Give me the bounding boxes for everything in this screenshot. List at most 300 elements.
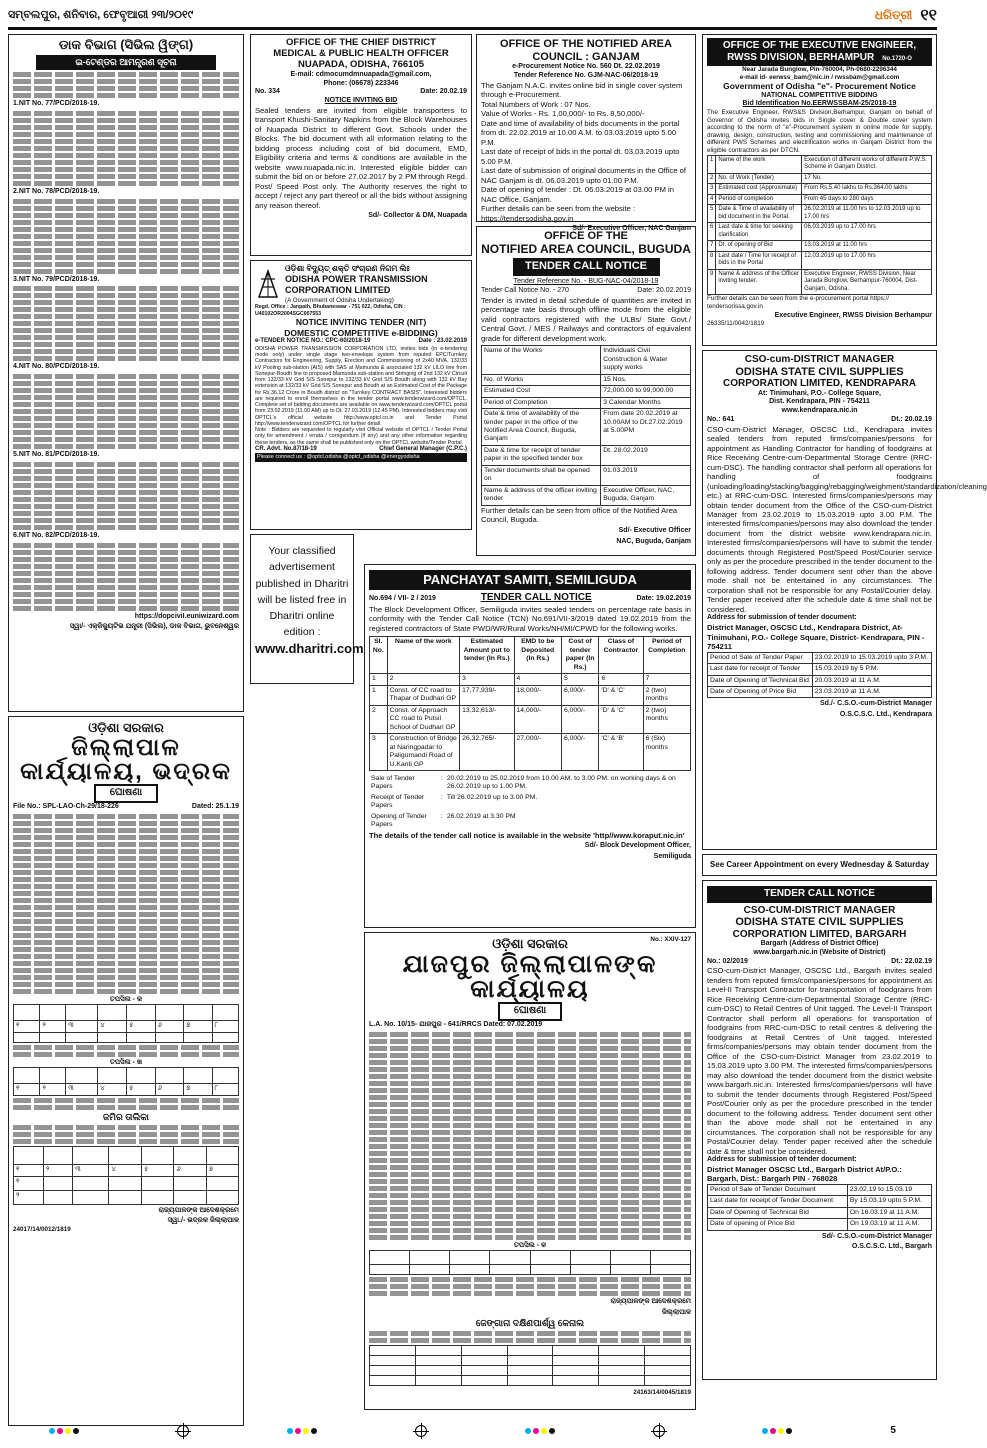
table-cell: 15 Nos. [601,374,691,385]
panchayat-no: No.694 / VII- 2 / 2019 [369,595,436,603]
table-cell: Dt. 28.02.2019 [601,445,691,465]
nuapada-no: No. 334 [255,88,280,96]
optcl-odia-name: ଓଡ଼ିଶା ବିଦ୍ୟୁତ୍ ଶକ୍ତି ସଂଚାରଣ ନିଗମ ଲିଃ [285,264,410,273]
table-cell: 5 [708,205,716,223]
postal-item-5: 5.NIT No. 81/PCD/2018-19. [13,451,239,530]
table-cell: : [440,793,443,801]
color-registration-mark [525,1428,555,1434]
table-cell: 2 (two) months [643,705,690,733]
table-header-cell: Estimated Amount put to tender (In Rs.) [460,637,514,674]
postal-item-2: 2.NIT No. 78/PCD/2018-19. [13,188,239,274]
berhampur-rwss-notice [702,34,937,346]
kendrapara-row [708,686,932,697]
table-cell: Construction of Bridge at Naringpadar to Paligumandi Road of U.Kanti GP [387,734,460,771]
table-cell: Const. of Approach CC road to Putsil School of Dudhari GP [387,705,460,733]
column-3 [476,34,696,560]
buguda-banner: TENDER CALL NOTICE [513,258,660,276]
kendrapara-no: No.: 641 [707,415,735,423]
kendrapara-no-row [707,416,932,425]
table-cell: 5 [561,674,598,685]
kendrapara-addr1: At: Tinimuhani, P.O.- College Square, [757,389,882,397]
berhampur-body: The Executive Engineer, RWS&S Division,Berhampur, Ganjam on behalf of Governor of Odisha invites bids in Single cover & Double cover system according to the norm of "e"-Procurement system in online mode for supply, drawing, design, construction, testing and commissioning and maintenance of different PWS Schemes and electrification works in Ganjam District from the eligible contractors as per DTCN. [707,109,932,154]
buguda-nac-notice [476,226,696,556]
table-cell: 12.03.2019 up to 17.00 hrs [802,251,932,269]
bargarh-l1: CSO-CUM-DISTRICT MANAGER [743,904,896,916]
bargarh-addr: Bargarh (Address of District Office) [760,940,879,948]
table-cell: 8 [708,251,716,269]
bargarh-l3: CORPORATION LIMITED, BARGARH [732,928,907,940]
table-cell: Date & Time of availability of bid document in the Portal. [716,205,802,223]
bargarh-l2: ODISHA STATE CIVIL SUPPLIES [735,916,904,928]
berhampur-govt: Government of Odisha "e"- Procurement Notice [723,81,916,92]
bargarh-sign1: Sd/- C.S.O.-cum-District Manager [821,1232,932,1240]
panchayat-signature1: Sd/- Block Development Officer, [584,842,691,850]
berhampur-row [708,194,932,205]
bhadrak-sign-name: ସ୍ୱା./- ଭଦ୍ରକ ଜିଲ୍ଲାପାଳ [167,1217,239,1225]
jajpur-no: No.: XXIV-127 [650,936,691,943]
color-registration-mark [49,1428,79,1434]
bhadrak-table-b-title: ତପସିଲ - ଖ [109,1058,143,1066]
nuapada-date: Date: 20.02.19 [420,88,467,96]
bargarh-address-head: Address for submission of tender document: [707,1156,857,1164]
table-cell: Last date / Time for receipt of bids in the Portal [716,251,802,269]
bhadrak-dated: Dated: 25.1.19 [191,802,239,810]
berhampur-row [708,205,932,223]
bargarh-no-row [707,958,932,967]
kendrapara-address-head: Address for submission of tender document: [707,614,857,622]
table-cell: 2 [370,705,388,733]
ganjam-body2: Date and time of availability of bids documents in the portal from dt. 22.02.2019 at 10.00 A.M. to 03.03.2019 upto 5.00 P.M. [481,118,680,147]
table-cell: Sale of Tender Papers [371,774,415,791]
nuapada-body: Sealed tenders are invited from eligible transporters to transport Khushi-Sanitary Napkins from the Block Warehouses of Nuapada District to different Govt. Schools under the Blocks. The bid document with all information relating to the bidding process including cost of bid document, EMD, Eligibility criteria and terms & conditions are available in the website www.nuapada.nic.in. Interested eligible bidder can submit the bid on or before 27.02.2017 by 2 PM through Regd. Post/ Speed Post only. The Authority reserves the right to accept / reject any part thereof or all the bids without assigning any reason thereof. [255,105,467,210]
panchayat-info-row [369,793,691,812]
buguda-row [482,386,691,397]
table-cell: 3 Calendar Months [601,397,691,408]
table-cell: By 15.03.19 upto 5 P.M. [847,1196,931,1207]
table-cell: Name & address of the Officer inviting tender. [716,269,802,295]
buguda-table [481,345,691,506]
bargarh-sign2: O.S.C.S.C. Ltd., Bargarh [851,1243,932,1251]
table-cell: Individuals Civil Construction & Water supply works [601,346,691,374]
nuapada-line2: MEDICAL & PUBLIC HEALTH OFFICER [273,47,449,59]
table-cell: 23.02.2019 to 15.03.2019 upto 3 P.M. [812,652,931,663]
table-cell: 17 No. [802,173,932,184]
buguda-row [482,485,691,505]
page-number: ୧୧ [920,6,937,24]
optcl-heading2: DOMESTIC COMPETITIVE e-BIDDING) [284,327,438,338]
bargarh-banner: TENDER CALL NOTICE [707,886,932,903]
panchayat-body: The Block Development Officer, Semiliguda invites sealed tenders on percentage rate basis in conformity with the Tender Call Notice (TCN) No.691/VII-3/2019 dated 19.02.2019 from the registered contractors of State PWD/WR/Rural Works/NH/MI/CPWD for the following works. [369,604,691,633]
buguda-row [482,465,691,485]
jajpur-canal-table [369,1345,691,1386]
jajpur-body-text [369,1032,691,1240]
table-cell: Date & time for receipt of tender paper in the specified tender box [482,445,601,465]
kendrapara-row [708,652,932,663]
ganjam-nac-notice [476,34,696,233]
table-cell: 23.02.19 to 15.03.19 [847,1184,931,1195]
bhadrak-ref: 24017/14/0012/1819 [13,1226,71,1234]
table-cell: 6,000/- [561,734,598,771]
table-cell: 13,32,613/- [460,705,514,733]
table-cell: 26.02.2019 at 3.30 PM [446,812,516,820]
ganjam-l2: COUNCIL : GANJAM [532,50,640,63]
panchayat-semiliguda-notice [364,564,696,928]
bhadrak-list-title: ଜମିର ତାଲିକା [103,1111,149,1122]
berhampur-competitive: NATIONAL COMPETITIVE BIDDING [761,91,878,99]
berhampur-header [707,38,932,66]
table-cell: 7 [643,674,690,685]
table-cell: Date of Opening of Technical Bid [708,1207,848,1218]
optcl-heading1: NOTICE INVITING TENDER (NIT) [295,317,427,328]
table-cell: 4 [708,194,716,205]
table-cell: 1 [370,674,388,685]
buguda-l2: NOTIFIED AREA COUNCIL, BUGUDA [481,241,691,256]
table-cell: 26.02.2019 at 11.00 hrs to 12.03.2019 up to 17.00 hrs [802,205,932,223]
berhampur-address: Near Jarada Bunglow, Pin-760004, Ph-0680-2296344 [742,66,897,73]
table-cell: Estimated cost (Approximate) [716,184,802,195]
crosshair-mark-icon [415,1425,427,1437]
berhampur-bid-id: Bid Identification No.EERWSSBAM-25/2018-19 [742,100,897,108]
dateline: ସମ୍ବଲପୁର, ଶନିବାର, ଫେବୃଆରୀ ୨୩/୨୦୧୯ [8,8,194,21]
bhadrak-file-row [13,803,239,812]
column-5 [702,34,987,1384]
table-cell: 23.03.2019 at 11 A.M. [812,686,931,697]
nuapada-notice [250,34,472,256]
column-1 [8,34,244,1430]
bargarh-body: CSO-cum-District Manager, OSCSC Ltd., Bargarh invites sealed tenders from reputed firms/companies/persons for appointment as Level-II Transport Contractor for transportation of foodgrains from Rice Receiving Centre-cum-Departmental Storage Centre (RRC-cum-DSC) to Retail Centres of Unit tagged. The Level-II Transport Contractor shall perform all operations for transportation of foodgrains from RRC-cum-DSC to retail centres & delivering the foodgrains at Retail Centres of Unit tagged. Interested firms/companies/persons may obtain tender document from the Office of the CSO-cum-District Manager from 23.02.2019 to 15.03.2019 upto 3.00 PM. The interested firms/companies/persons may also download the tender document from the district website www.bargarh.nic.in. Interested firms/companies/persons will have to submit the tender documents through Registered Post/Speed Post/Courier only as per the procedure prescribed in the tender document to the following address. Tender document sent other than the above mode shall not be entertained in any circumstances. The corporation shall not be responsible for any Postal/Courier delay. Tender paper received after the schedule date & time shall not be considered. [707,966,932,1156]
postal-item-6: 6.NIT No. 82/PCD/2018-19. [13,532,239,611]
berhampur-footer: Further details can be seen from the e-procurement portal https:// tendersorissa.gov.in [707,295,890,310]
jajpur-notice-label: ଘୋଷଣା [498,1002,562,1021]
berhampur-row [708,155,932,173]
postal-tender-notice [8,34,244,712]
buguda-row [482,374,691,385]
panchayat-title: PANCHAYAT SAMITI, SEMILIGUDA [369,570,691,590]
table-cell: Executive Engineer, RWSS Division, Near Jarada Bunglow, Berhampur-760004, Dist-Ganjam, Odisha. [802,269,932,295]
bargarh-web[interactable]: www.bargarh.nic.in (Website of District) [753,948,886,956]
optcl-body: ODISHA POWER TRANSMISSION CORPORATION LTD, invites bids (in e-tendering mode only) under single stage two-envelope system from reputed EPC/Turnkey Contractors for Engineering, Supply, Erection and Commissioning of 2x40 MVA, 132/33 kV Pooling sub-station (AIS) with SAS at Mamunda & associated 132 kV LILO line from Sonepur-Boudh line to proposed Mamunda sub-station and Stringing of 2nd 132 kV Circuit from 132/33 kV Grid S/S Sonepur to 132/33 kV Grid S/S Boudh along with 132 kV Bay extension at 132/33 kV Grid S/S Sonepur and Boudh at an Estimated Cost of the Package for Rs.36.12 Crore in Boudh district on "Turnkey CONTRACT BASIS". Interested bidders are required to enroll themselves in the tender portal www.tenderwizard.com/OPTCL. Complete set of bidding documents are available on www.tenderwizard.com/OPTCL portal from 23.02.2019 (11.00 AM) up to Dt. 27.03.2019 (12.45 PM). Interested bidders may visit OPTCL's official website http://www.optcl.co.in and Tender Portal http://www.tenderwizard.com/OPTCL for further detail. [255,345,468,427]
kendrapara-table [707,652,932,699]
table-cell: 6 [599,674,643,685]
panchayat-signature2: Semiliguda [653,853,691,861]
page-header [8,4,937,30]
table-cell: 13.03.2019 at 11.00 hrs [802,241,932,252]
table-cell: 27,000/- [514,734,561,771]
kendrapara-row [708,664,932,675]
kendrapara-l1: CSO-cum-DISTRICT MANAGER [744,354,895,365]
buguda-no: Tender Call Notice No. - 270 [481,286,569,294]
table-header-cell: Sl. No. [370,637,388,674]
panchayat-row [370,734,691,771]
postal-title: ଡାକ ବିଭାଗ (ସିଭିଲ ୱିଙ୍ଗ) [58,37,194,52]
kendrapara-oscsc-notice [702,350,987,850]
tower-icon [255,269,281,299]
kendrapara-sign2: O.S.C.S.C. Ltd., Kendrapara [839,711,932,719]
table-header-cell: Period of Completion [643,637,690,674]
table-cell: 2 [387,674,460,685]
optcl-nit-date: Date : 23.02.2019 [418,338,467,345]
bhadrak-notice-label: ଘୋଷଣା [94,784,158,803]
table-cell: Dt. of opening of Bid [716,241,802,252]
table-cell: 'D' & 'C' [599,685,643,705]
berhampur-table [707,155,932,296]
table-cell: Till 26.02.2019 up to 3.00 PM. [446,793,538,801]
berhampur-ref: 26335/11/0042/1819 [707,320,765,328]
optcl-cr-adv: CR. Advt. No.87/18-19 [255,445,317,452]
ganjam-body1: The Ganjam N.A.C. invites online bid in single cover system through e-Procurement. [481,80,683,100]
crosshair-mark-icon [177,1425,189,1437]
table-cell: Date of opening of Price Bid [708,1219,848,1230]
postal-item-4: 4.NIT No. 80/PCD/2018-19. [13,363,239,449]
table-cell: Const. of CC road to Thapar of Dudhari GP [387,685,460,705]
berhampur-email: e-mail id- eerwss_bam@nic.in / rwssbam@gmail.com [739,73,900,81]
table-cell: Name of the Works [482,346,601,374]
table-cell: Estimated Cost [482,386,601,397]
ganjam-body4: Last date of submission of original documents in the Office of NAC Ganjam is dt. 06.03.2019 upto 01.00 P.M. [481,166,687,185]
buguda-row [482,397,691,408]
table-cell: 20.03.2019 at 11 A.M. [812,675,931,686]
bargarh-table [707,1184,932,1231]
table-cell: 6,000/- [561,705,598,733]
panchayat-table [369,636,691,771]
table-cell: 01.03.2019 [601,465,691,485]
ganjam-notice: e-Procurement Notice No. 560 Dt. 22.02.2019 [512,63,660,71]
table-cell: Period of Sale of Tender Document [708,1184,848,1195]
optcl-regd: Regd. Office : Janpath, Bhubaneswar - 751 022, Odisha, CIN : U40102OR2004SGC007553 [255,304,406,317]
color-registration-mark [287,1428,317,1434]
kendrapara-web[interactable]: www.kendrapara.nic.in [781,407,858,415]
optcl-sign-row [255,446,467,454]
optcl-nit-row [255,338,467,346]
table-cell: 'D' & 'C' [599,705,643,733]
ganjam-works: Total Numbers of Work : 07 Nos. [481,99,591,109]
header-right [875,6,937,26]
table-cell: From date 20.02.2019 at 10.00AM to Dt.27.02.2019 at 5.00PM [601,409,691,446]
panchayat-info-row [369,774,691,793]
kendrapara-address: District Manager, OSCSC Ltd., Kendrapara District, At- Tinimuhani, P.O.- College Square, District- Kendrapara, PIN - 754211 [707,623,925,652]
kendrapara-addr2: Dist. Kendrapara, PIN - 754211 [769,398,870,406]
table-header-cell: Class of Contractor [599,637,643,674]
jajpur-la-no: L.A. No. 10/15- ଯାଜପୁର - 641/RRCS Dated: 07.02.2019 [369,1020,543,1028]
berhampur-l2: RWSS DIVISION, BERHAMPUR [727,51,875,63]
table-cell: 4 [514,674,561,685]
dharitri-url[interactable]: www.dharitri.com [255,640,364,656]
postal-item-1: 1.NIT No. 77/PCD/2018-19. [13,100,239,186]
career-banner: See Career Appointment on every Wednesday & Saturday [702,854,937,876]
table-cell: Execution of different works of different P.W.S. Scheme in Ganjam District. [802,155,932,173]
table-cell: From 45 days to 280 days [802,194,932,205]
table-cell: 3 [708,184,716,195]
buguda-body: Tender is invited in detail schedule of quantities are invited in percentage rate basis through offline mode from the eligible valid contractors registered with the ULBs/ State Govt./ Central Govt. / MES / Railways and contractors of equivalent grade for different development work. [481,295,691,343]
bargarh-row [708,1184,932,1195]
kendrapara-date: Dt.: 20.02.19 [891,415,932,423]
bargarh-oscsc-notice [702,880,937,1380]
nuapada-heading: NOTICE INVITING BID [324,97,398,105]
bhadrak-sign-office: ରାଜ୍ୟପାଳଙ୍କ ଆଦେଶକ୍ରମେ [158,1206,239,1214]
nuapada-no-row [255,88,467,97]
ganjam-body6: Further details can be seen from the website : https://tendersodisha.gov.in [481,204,636,223]
table-header-cell: EMD to be Deposited (In Rs.) [514,637,561,674]
table-cell: Last date for receipt of Tender [708,664,813,675]
ganjam-ref: Tender Reference No. GJM-NAC-06/2018-19 [513,72,659,80]
panchayat-row-header [370,637,691,674]
berhampur-l1: OFFICE OF THE EXECUTIVE ENGINEER, [722,40,917,51]
jajpur-sign2: ଜିଲ୍ଲାପାଳ [661,1309,691,1316]
postal-subtitle: ଇ-ଟେଣ୍ଡର ଆମନ୍ତ୍ରଣ ସୂଚନା [36,55,217,70]
table-cell: 2 [708,173,716,184]
panchayat-info-table [369,774,691,831]
table-cell: On 19.03.19 at 11 A.M. [847,1219,931,1230]
bargarh-date: Dt.: 22.02.19 [891,957,932,965]
kendrapara-row [708,675,932,686]
table-cell: 2 (two) months [643,685,690,705]
jajpur-office: ଯାଜପୁର ଜିଲ୍ଲାପାଳଙ୍କ କାର୍ଯ୍ୟାଳୟ [402,950,658,1004]
berhampur-row [708,184,932,195]
jajpur-sign-row [369,1298,691,1307]
kendrapara-sign1: Sd./- C.S.O.-cum-District Manager [819,700,932,708]
optcl-nit-no: e-TENDER NOTICE NO.: CPC-60/2018-19 [255,338,371,345]
table-cell: On 16.03.19 at 11 A.M. [847,1207,931,1218]
postal-intro-text [13,72,239,98]
ganjam-value: Value of Works - Rs. 1,00,000/- to Rs. 8,50,000/- [481,109,645,119]
optcl-notice [250,260,472,530]
table-cell: Receipt of Tender Papers [371,793,425,810]
berhampur-row [708,241,932,252]
table-cell: Date of Opening of Price Bid [708,686,813,697]
jajpur-ref: 24163/14/0045/1819 [633,1389,691,1396]
buguda-row [482,409,691,446]
bargarh-row [708,1196,932,1207]
buguda-signature2: NAC, Buguda, Ganjam [616,537,691,545]
ganjam-l1: OFFICE OF THE NOTIFIED AREA [500,38,672,50]
buguda-no-row [481,287,691,296]
panchayat-footer: The details of the tender call notice is available in the website 'http//www.koraput.nic.in' [369,830,685,840]
panchayat-row [370,685,691,705]
table-cell: 15.03.2019 by 5 P.M. [812,664,931,675]
table-cell: 1 [370,685,388,705]
table-cell: Period of Completion [482,397,601,408]
table-cell: Name & address of the officer inviting tender [482,485,601,505]
panchayat-row [370,674,691,685]
table-cell: Date of Opening of Technical Bid [708,675,813,686]
bargarh-row [708,1219,932,1230]
berhampur-row [708,251,932,269]
jajpur-govt: ଓଡ଼ିଶା ସରକାର [492,936,568,951]
table-cell: Period of Sale of Tender Paper [708,652,813,663]
buguda-row [482,346,691,374]
table-cell: From Rs.5.40 lakhs to Rs.364.00 lakhs [802,184,932,195]
table-cell: 26,32,765/- [460,734,514,771]
berhampur-row [708,269,932,295]
crosshair-mark-icon [653,1425,665,1437]
table-cell: 1 [708,155,716,173]
table-cell: Opening of Tender Papers [371,812,427,829]
panchayat-row [370,705,691,733]
bhadrak-govt: ଓଡ଼ିଶା ସରକାର [88,720,164,735]
bhadrak-body-text [13,814,239,994]
table-cell: 18,000/- [514,685,561,705]
table-cell: 3 [460,674,514,685]
color-registration-mark [762,1428,792,1434]
table-cell: Last date & time for seeking clarification [716,223,802,241]
bargarh-no: No.: 02/2019 [707,957,748,965]
berhampur-no: No.1720-O [882,55,912,62]
panchayat-info-row [369,812,691,831]
postal-item-3: 3.NIT No. 79/PCD/2018-19. [13,276,239,362]
buguda-footer: Further details can be seen from office of the Notified Area Council, Buguda. [481,505,678,525]
bargarh-address: District Manager OSCSC Ltd., Bargarh District At/P.O.: Bargarh, Dist.: Bargarh PIN - 768028 [707,1164,902,1184]
paper-name: ଧରିତ୍ରୀ [874,8,913,22]
jajpur-collector-notice [364,932,696,1410]
ganjam-body5: Date of opening of tender : Dt. 06.03.2019 at 03.00 PM in NAC Office, Ganjam. [481,185,674,204]
table-header-cell: Name of the work [387,637,460,674]
table-cell: 3 [370,734,388,771]
buguda-ref: Tender Reference No. - BUG-NAC-04/2018-19 [513,278,659,286]
table-cell: 6 (Six) months [643,734,690,771]
table-cell: 06.03.2019 up to 17.00 hrs [802,223,932,241]
jajpur-canal-title: ଜେଙ୍ଗାନା ଦକ୍ଷିଣପାର୍ଶ୍ୱ କେନାଲ [475,1317,585,1328]
bhadrak-table-b: ୧ ୨ ୩ ୪ ୫ ୬ ୭ ୮ [13,1067,239,1095]
nuapada-line1: OFFICE OF THE CHIEF DISTRICT [286,37,436,48]
optcl-logo-row [255,264,467,304]
panchayat-date: Date: 19.02.2019 [636,595,691,603]
table-cell: Date & time of availability of the tender paper in the office of the Notified Area Council, Buguda, Ganjam [482,409,601,446]
optcl-signature: Chief General Manager (C.P.C.) [379,445,467,452]
table-cell: 'C' & 'B' [599,734,643,771]
nuapada-line3: NUAPADA, ODISHA, 766105 [297,58,424,70]
postal-website[interactable]: https://dopciviI.euniwizard.com [134,612,239,620]
postal-signature: ସ୍ୱା/- ଏକ୍ଜିକ୍ୟୁଟିଭ ଯନ୍ତ୍ରୀ (ସିଭିଲ), ଡାକ ବିଭାଗ, ଭୁବନେଶ୍ୱର [69,623,239,631]
berhampur-row [708,223,932,241]
table-cell: No. of Work (Tender) [716,173,802,184]
nuapada-email: E-mail: cdmocumdmnuapada@gmail.com, [290,70,432,78]
jajpur-table-title: ତପସିଲ - କ [513,1241,547,1249]
table-cell: 6 [708,223,716,241]
table-cell: : [440,774,443,782]
jajpur-govt-row [369,936,691,952]
kendrapara-body: CSO-cum-District Manager, OSCSC Ltd., Kendrapara invites sealed tenders from reputed firms/companies/persons for appointment as Handling Contractor for handling of foodgrains at Rice Receiving Centre-cum-Departmental Storage Centre (RRC-cum-DSC). The handling contractor shall perform all operations for handling of foodgrains (unloading/loading/stacking/bagging/rebagging/weighment/standardization/cleaning etc.) at RRC-cum-DSC. Interested firms/companies/persons may obtain tender document from the Office of the CSO-cum-District Manager from 23.02.2019 to 15.03.2019 upto 3.00 P.M. The interested firms/companies/persons may also download the tender document from the district website www.kendrapara.nic.in. Interested firms/companies/persons will have to submit the tender documents through Registered Post/Speed Post/Courier service only as per the procedure prescribed in the tender document to the following address. Tender document sent other than the above mode shall not be entertained in any circumstances. The corporation shall not be responsible for any Postal/Courier delay. Tender paper received after the schedule date & time shall not be considered. [707,424,987,614]
table-cell: Tender documents shall be opened on [482,465,601,485]
table-cell: Period of completion [716,194,802,205]
bhadrak-file-no: File No.: SPL-LAO-Ch-29/18-226 [13,802,119,810]
bhadrak-land-table: ୧ ୨ ୩ ୪ ୫ ୬ ୭ ୧ ୨ [13,1146,239,1204]
bhadrak-collector-notice [8,716,244,1426]
optcl-sub: (A Government of Odisha Undertaking) [285,296,394,304]
bargarh-row [708,1207,932,1218]
nuapada-phone: Phone: (06678) 223346 [323,79,399,87]
berhampur-signature: Executive Engineer, RWSS Division Berhampur [774,312,932,320]
table-cell: : [440,812,443,820]
dharitri-classified-box [250,534,364,684]
kendrapara-l3: CORPORATION LIMITED, KENDRAPARA [723,378,916,390]
table-cell: Name of the work [716,155,802,173]
dharitri-text: Your classified advertisement published in Dharitri will be listed free in Dharitri online edition : [255,545,349,639]
table-cell: 9 [708,269,716,295]
bhadrak-office: ଜିଲ୍ଲାପାଳ କାର୍ଯ୍ୟାଳୟ, ଭଦ୍ରକ [20,734,232,786]
table-cell: 7 [708,241,716,252]
bhadrak-table-a-title: ତପସିଲ - କ [109,995,143,1003]
print-registration-footer [0,1414,945,1448]
optcl-name: ODISHA POWER TRANSMISSION CORPORATION LIMITED [285,274,428,296]
table-cell: 17,77,939/- [460,685,514,705]
optcl-connect: Please connect us : @optcl.odisha @optcl_odisha @energyodisha [255,453,467,462]
table-cell: 20.02.2019 to 25.02.2019 from 10.00 AM. to 3.00 PM. on working days & on 26.02.2019 up to 1.00 PM. [446,774,676,791]
ganjam-body3: Last date of receipt of bids in the portal dt. 03.03.2019 upto 5.00 P.M. [481,147,680,166]
bhadrak-table-a: ୧ ୨ ୩ ୪ ୫ ୬ ୭ ୮ [13,1004,239,1042]
ganjam-signature: Sd/- Executive Officer, NAC Ganjam [572,225,691,233]
table-cell: Last date for receipt of Tender Document [708,1196,848,1207]
nuapada-signature: Sd/- Collector & DM, Nuapada [368,212,467,220]
